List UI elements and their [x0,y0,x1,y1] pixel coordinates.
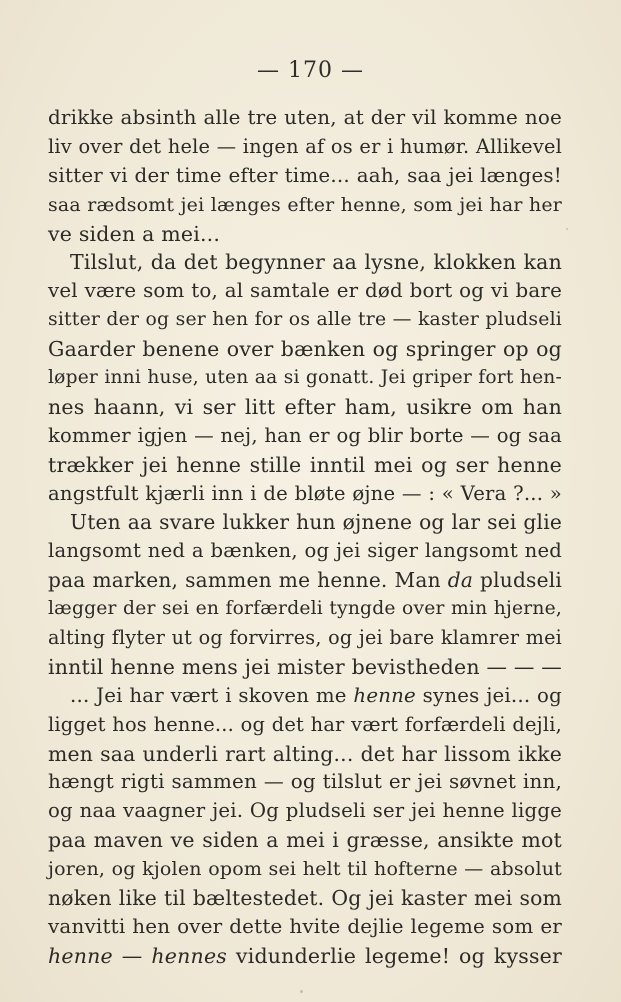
italic-text: da [447,568,474,593]
text-line [48,480,562,509]
text-line [48,393,562,422]
italic-text: henne [353,683,416,707]
text-line [48,451,562,480]
text-span: nøken like til bæltestedet. Og jei kaster mei som [48,886,562,911]
paper-speck [566,228,568,230]
text-span: hængt rigti sammen — og tilslut er jei søvnet inn, [48,770,562,794]
text-span: trækker jei henne stille inntil mei og ser henne [48,452,562,477]
text-span: sitter vi der time efter time... aah, saa jei længes! [48,163,562,187]
text-line [48,768,562,797]
text-span: ve siden a mei... [48,221,221,246]
text-span: angstfult kjærli inn i de bløte øjne — : « Vera ?... » [48,481,562,505]
text-span: løper inni huse, uten aa si gonatt. Jei griper fort hen- [48,367,562,389]
text-line [48,335,562,364]
text-span: paa maven ve siden a mei i græsse, ansikte mot [48,828,562,853]
text-line [48,913,562,942]
text-line [48,191,562,220]
text-line [48,740,562,769]
text-span: drikke absinth alle tre uten, at der vil komme noe [48,106,562,129]
text-span: ... Jei har vært i skoven me [70,683,354,707]
text-span: — [112,943,152,968]
page-number: — 170 — [257,58,364,83]
text-line [48,277,562,306]
text-line [48,162,562,191]
text-span: vel være som to, al samtale er død bort og vi bare [48,279,562,303]
text-span: langsomt ned a bænken, og jei siger langsomt ned [48,539,562,563]
text-span: paa marken, sammen me henne. Man [48,568,448,593]
text-line [48,133,562,162]
text-line [48,682,562,711]
text-span: pludseli [473,568,562,593]
text-line [48,884,562,913]
text-span: vidunderlie legeme! og kysser [227,943,562,968]
text-line [48,826,562,855]
text-line [48,653,562,682]
text-span: saa rædsomt jei længes efter henne, som jei har her [48,193,562,216]
text-span: Tilslut, da det begynner aa lysne, klokken kan [70,250,562,275]
text-line [48,104,562,133]
text-span: ligget hos henne... og det har vært forfærdeli dejli, [48,712,562,736]
text-span: men saa underli rart alting... det har lissom ikke [48,741,562,766]
body-text [48,104,562,971]
text-span: liv over det hele — ingen af os er i humør. Allikevel [48,134,562,158]
text-span: og naa vaagner jei. Og pludseli ser jei henne ligge [48,799,562,823]
italic-text: hennes [151,943,227,968]
text-span: nes haann, vi ser litt efter ham, usikre om han [48,394,562,419]
text-line [48,306,562,335]
text-line [48,508,562,537]
text-span: vanvitti hen over dette hvite dejlie legeme som er [48,914,562,938]
text-span: inntil henne mens jei mister bevistheden — — — [48,654,562,679]
text-line [48,797,562,826]
paper-speck [300,990,303,993]
text-span: sitter der og ser hen for os alle tre — kaster pludseli [48,309,562,331]
text-line [48,220,562,249]
text-line [48,248,562,277]
text-span: joren, og kjolen opom sei helt til hofterne — absolut [48,858,562,881]
text-line [48,711,562,740]
text-line [48,422,562,451]
text-span: alting flyter ut og forvirres, og jei bare klamrer mei [48,626,562,650]
text-line [48,566,562,595]
text-line [48,537,562,566]
text-line [48,364,562,393]
text-span: lægger der sei en forfærdeli tyngde over min hjerne, [48,598,562,620]
italic-text: henne [48,943,113,968]
text-line [48,942,562,971]
text-line [48,595,562,624]
text-span: Uten aa svare lukker hun øjnene og lar sei glie [70,510,562,535]
text-span: kommer igjen — nej, han er og blir borte — og saa [48,423,562,447]
text-span: synes jei... og [415,683,562,707]
text-line [48,624,562,653]
text-span: Gaarder benene over bænken og springer op og [48,337,562,362]
text-line [48,855,562,884]
